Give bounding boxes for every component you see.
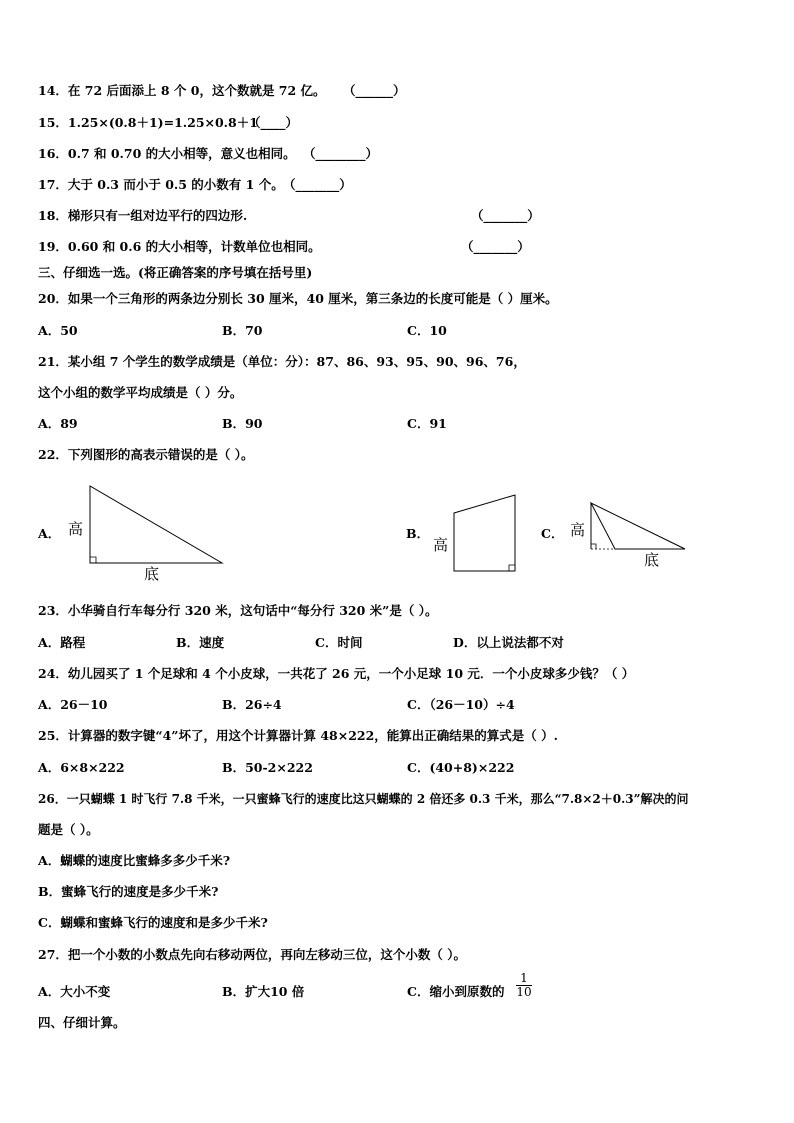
question-text: 大于 0.3 而小于 0.5 的小数有 1 个。 <box>67 177 284 192</box>
question-26: 26．一只蝴蝶 1 时飞行 7.8 千米，一只蜜蜂飞行的速度比这只蝴蝶的 2 倍还多 0.3 千米，那么“7.8×2＋0.3”解决的问 <box>38 792 689 806</box>
answer-blank[interactable]: （_______） <box>471 208 540 223</box>
option-c[interactable]: C．缩小到原数的 <box>407 984 505 999</box>
question-number: 17． <box>38 177 68 192</box>
option-a[interactable]: A．蝴蝶的速度比蜜蜂多多少千米? <box>38 853 231 868</box>
option-b[interactable]: B．50-2×222 <box>222 760 313 775</box>
fraction-denominator: 10 <box>516 985 532 999</box>
option-a[interactable]: A．50 <box>38 323 78 338</box>
option-b[interactable]: B．90 <box>222 416 263 431</box>
fraction <box>516 972 532 999</box>
question-number: 14． <box>38 83 68 98</box>
question-26-line2: 题是（ ）。 <box>38 822 99 837</box>
question-27: 27．把一个小数的小数点先向右移动两位，再向左移动三位，这个小数（ ）。 <box>38 947 466 962</box>
section-heading: 三、仔细选一选。(将正确答案的序号填在括号里) <box>38 265 313 280</box>
answer-blank[interactable]: （_______） <box>461 239 530 254</box>
answer-blank[interactable]: （____） <box>248 115 299 130</box>
option-c[interactable]: C．蝴蝶和蜜蜂飞行的速度和是多少千米? <box>38 915 268 930</box>
question-23: 23．小华骑自行车每分行 320 米，这句话中“每分行 320 米”是（ ）。 <box>38 603 438 618</box>
option-a[interactable]: A． <box>38 526 61 541</box>
option-c[interactable]: C．10 <box>407 323 447 338</box>
option-c[interactable]: C．（26－10）÷4 <box>407 697 515 712</box>
question-22: 22．下列图形的高表示错误的是（ ）。 <box>38 447 254 462</box>
option-a[interactable]: A．89 <box>38 416 78 431</box>
question-21: 21．某小组 7 个学生的数学成绩是（单位：分）：87、86、93、95、90、96、76， <box>38 354 526 369</box>
option-c[interactable]: C．91 <box>407 416 447 431</box>
option-b[interactable]: B．速度 <box>176 635 225 650</box>
question-text: 0.7 和 0.70 的大小相等，意义也相同。 <box>67 146 296 161</box>
question-text: 梯形只有一组对边平行的四边形. <box>67 208 248 223</box>
answer-blank[interactable]: （_______） <box>283 177 352 192</box>
question-number: 19． <box>38 239 68 254</box>
height-label: 高 <box>68 520 84 538</box>
question-number: 15． <box>38 115 68 130</box>
question-text: 1.25×(0.8＋1)=1.25×0.8＋1 <box>67 115 258 130</box>
question-text: 在 72 后面添上 8 个 0，这个数就是 72 亿。 <box>67 83 326 98</box>
question-number: 16． <box>38 146 68 161</box>
section-heading: 四、仔细计算。 <box>38 1015 126 1030</box>
option-a[interactable]: A．26－10 <box>38 697 108 712</box>
option-c[interactable]: C．(40+8)×222 <box>407 760 515 775</box>
answer-blank[interactable]: （________） <box>303 146 379 161</box>
option-a[interactable]: A．路程 <box>38 635 86 650</box>
question-number: 18． <box>38 208 68 223</box>
height-label: 高 <box>570 521 586 539</box>
option-b[interactable]: B．蜜蜂飞行的速度是多少千米? <box>38 884 219 899</box>
fraction-numerator: 1 <box>520 971 528 985</box>
question-25: 25．计算器的数字键“4”坏了，用这个计算器计算 48×222，能算出正确结果的算式是（ ）. <box>38 728 558 743</box>
question-text: 0.60 和 0.6 的大小相等，计数单位也相同。 <box>67 239 321 254</box>
question-20: 20．如果一个三角形的两条边分别长 30 厘米，40 厘米，第三条边的长度可能是（ ）厘米。 <box>38 291 558 306</box>
option-b[interactable]: B．扩大10 倍 <box>222 984 305 999</box>
option-d[interactable]: D．以上说法都不对 <box>453 635 564 650</box>
option-b[interactable]: B． <box>406 526 430 541</box>
base-label: 底 <box>644 551 660 569</box>
option-c[interactable]: C． <box>541 526 564 541</box>
option-a[interactable]: A．6×8×222 <box>38 760 125 775</box>
option-b[interactable]: B．70 <box>222 323 263 338</box>
base-label: 底 <box>144 565 160 583</box>
option-c[interactable]: C．时间 <box>315 635 363 650</box>
height-label: 高 <box>433 536 449 554</box>
option-b[interactable]: B．26÷4 <box>222 697 282 712</box>
question-21-line2: 这个小组的数学平均成绩是（ ）分。 <box>38 385 243 400</box>
option-a[interactable]: A．大小不变 <box>38 984 111 999</box>
question-24: 24．幼儿园买了 1 个足球和 4 个小皮球，一共花了 26 元，一个小足球 10 元．一个小皮球多少钱？（ ） <box>38 666 635 681</box>
answer-blank[interactable]: （______） <box>343 83 406 98</box>
